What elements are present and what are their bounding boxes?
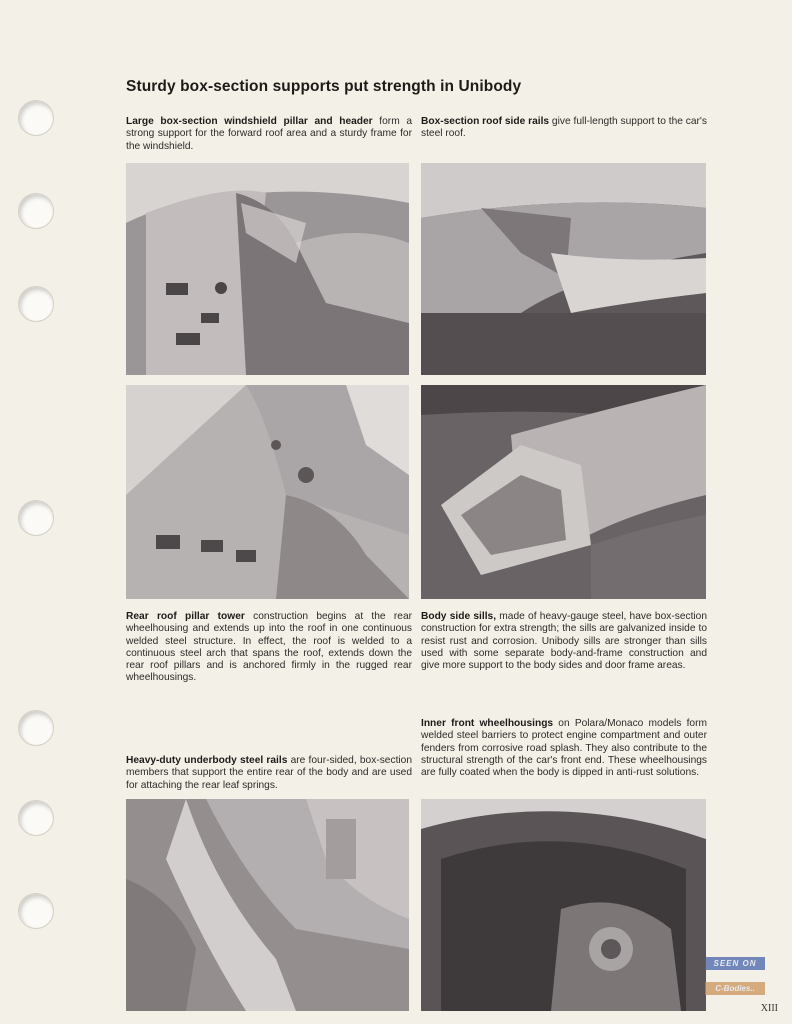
side-sills-caption — [421, 611, 707, 672]
watermark-line2: C-Bodies.. — [705, 982, 765, 995]
page-number: XIII — [760, 1003, 778, 1014]
front-wheelhousings-caption — [421, 718, 707, 779]
roof-rails-heading: Box-section roof side rails — [421, 116, 550, 127]
watermark-logo — [705, 957, 765, 997]
roof-rails-text: give full-length support to the car's steel roof. — [421, 116, 707, 140]
windshield-pillar-photo — [126, 163, 409, 375]
front-wheelhousings-text: on Polara/Monaco models form welded steel barriers to protect engine compartment and outer fenders from corrosive road splash. They also contribute to the structural strength of the car's front end. These wheelhousings are fully coated when the body is dipped in anti-rust solutions. — [421, 718, 707, 779]
body-side-sills-photo — [421, 385, 706, 599]
page-title: Sturdy box-section supports put strength in Unibody — [126, 78, 522, 95]
binder-hole — [18, 500, 54, 536]
roof-side-rails-photo — [421, 163, 706, 375]
windshield-caption — [126, 116, 412, 153]
underbody-rails-heading: Heavy-duty underbody steel rails — [126, 755, 288, 766]
binder-hole — [18, 893, 54, 929]
binder-hole — [18, 710, 54, 746]
windshield-text: form a strong support for the forward roof area and a sturdy frame for the windshield. — [126, 116, 412, 152]
rear-pillar-heading: Rear roof pillar tower — [126, 611, 245, 622]
rear-roof-pillar-photo — [126, 385, 409, 599]
binder-hole — [18, 193, 54, 229]
rear-pillar-text: construction begins at the rear wheelhousing and extends up into the roof in one continuous welded steel structure. In effect, the roof is welded to a continuous steel arch that spans the roof, extends down the rear roof pillars and is anchored firmly in the rugged rear wheelhousings. — [126, 611, 413, 684]
binder-hole — [18, 800, 54, 836]
underbody-rails-photo — [126, 799, 409, 1011]
binder-hole — [18, 100, 54, 136]
front-wheelhousings-heading: Inner front wheelhousings — [421, 718, 554, 729]
side-sills-heading: Body side sills, — [421, 611, 497, 622]
side-sills-text: made of heavy-gauge steel, have box-section construction for extra strength; the sills are galvanized inside to resist rust and corrosion. Unibody sills are stronger than sills used with some separate body-and-frame construction and give more support to the body sides and door frame areas. — [421, 611, 708, 672]
rear-pillar-caption — [126, 611, 412, 685]
windshield-heading: Large box-section windshield pillar and header — [126, 116, 373, 127]
underbody-rails-caption — [126, 755, 412, 792]
underbody-rails-text: are four-sided, box-section members that support the entire rear of the body and are used for attaching the rear leaf springs. — [126, 755, 412, 791]
front-wheelhousings-photo — [421, 799, 706, 1011]
watermark-line1: SEEN ON — [705, 957, 765, 970]
binder-hole — [18, 286, 54, 322]
roof-rails-caption — [421, 116, 707, 141]
